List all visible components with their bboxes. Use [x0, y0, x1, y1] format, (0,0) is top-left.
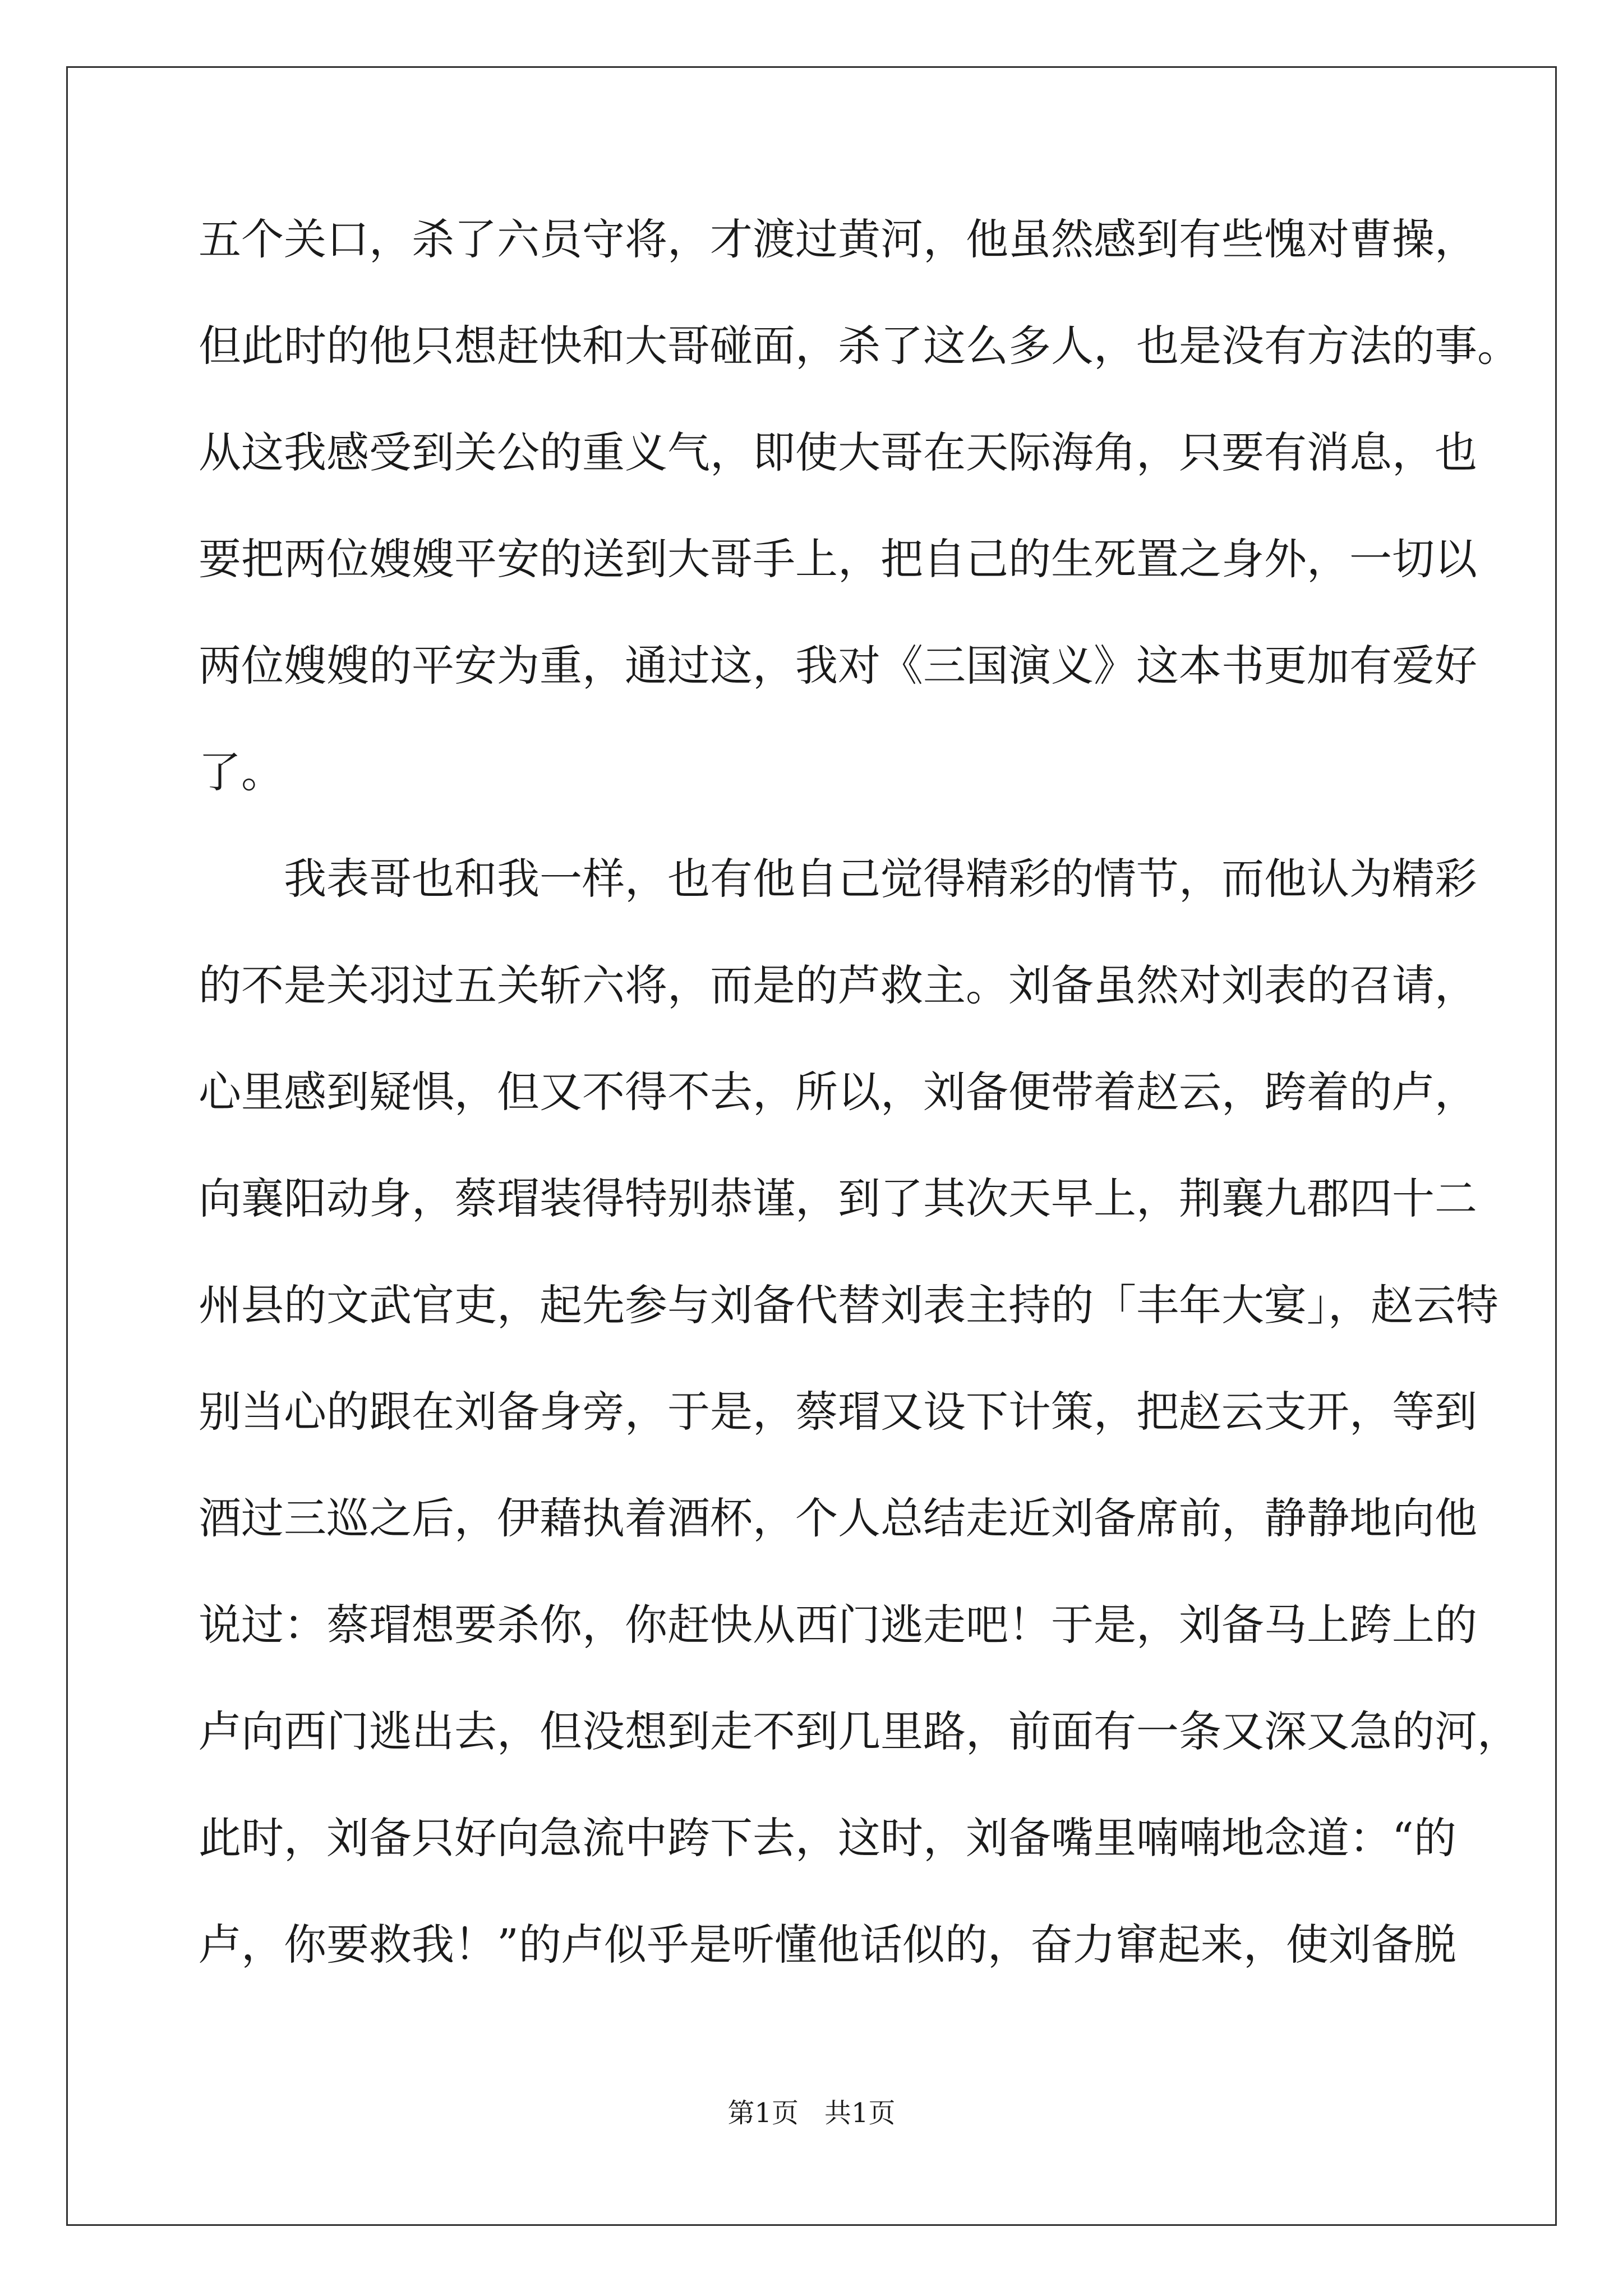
text-line: 了。: [199, 747, 284, 797]
text-line: 心里感到疑惧，但又不得不去，所以，刘备便带着赵云，跨着的卢，: [199, 1067, 1477, 1117]
text-line: 别当心的跟在刘备身旁，于是，蔡瑁又设下计策，把赵云支开，等到: [199, 1387, 1477, 1437]
text-line: 从这我感受到关公的重义气，即使大哥在天际海角，只要有消息，也: [199, 427, 1477, 477]
text-line: 卢，你要救我！”的卢似乎是听懂他话似的，奋力窜起来，使刘备脱: [199, 1920, 1456, 1970]
text-line: 州县的文武官吏，起先参与刘备代替刘表主持的「丰年大宴」，赵云特: [199, 1280, 1498, 1330]
text-line: 我表哥也和我一样，也有他自己觉得精彩的情节，而他认为精彩: [199, 854, 1477, 904]
document-body: [199, 209, 1520, 2021]
page-number: 第1页: [727, 2097, 799, 2129]
page-total: 共1页: [824, 2097, 896, 2129]
text-line: 要把两位嫂嫂平安的送到大哥手上，把自己的生死置之身外，一切以: [199, 534, 1477, 584]
text-line: 两位嫂嫂的平安为重，通过这，我对《三国演义》这本书更加有爱好: [199, 641, 1477, 691]
text-line: 酒过三巡之后，伊藉执着酒杯，个人总结走近刘备席前，静静地向他: [199, 1493, 1477, 1543]
text-line: 此时，刘备只好向急流中跨下去，这时，刘备嘴里喃喃地念道：“的: [199, 1813, 1456, 1863]
text-line: 向襄阳动身，蔡瑁装得特别恭谨，到了其次天早上，荆襄九郡四十二: [199, 1174, 1477, 1223]
page-footer: [0, 2096, 1623, 2130]
text-line: 五个关口，杀了六员守将，才渡过黄河，他虽然感到有些愧对曹操，: [199, 214, 1477, 264]
text-line: 说过：蔡瑁想要杀你，你赶快从西门逃走吧！于是，刘备马上跨上的: [199, 1600, 1477, 1650]
text-line: 但此时的他只想赶快和大哥碰面，杀了这么多人，也是没有方法的事。: [199, 321, 1520, 371]
text-line: 的不是关羽过五关斩六将，而是的芦救主。刘备虽然对刘表的召请，: [199, 960, 1477, 1010]
text-line: 卢向西门逃出去，但没想到走不到几里路，前面有一条又深又急的河，: [199, 1706, 1520, 1756]
